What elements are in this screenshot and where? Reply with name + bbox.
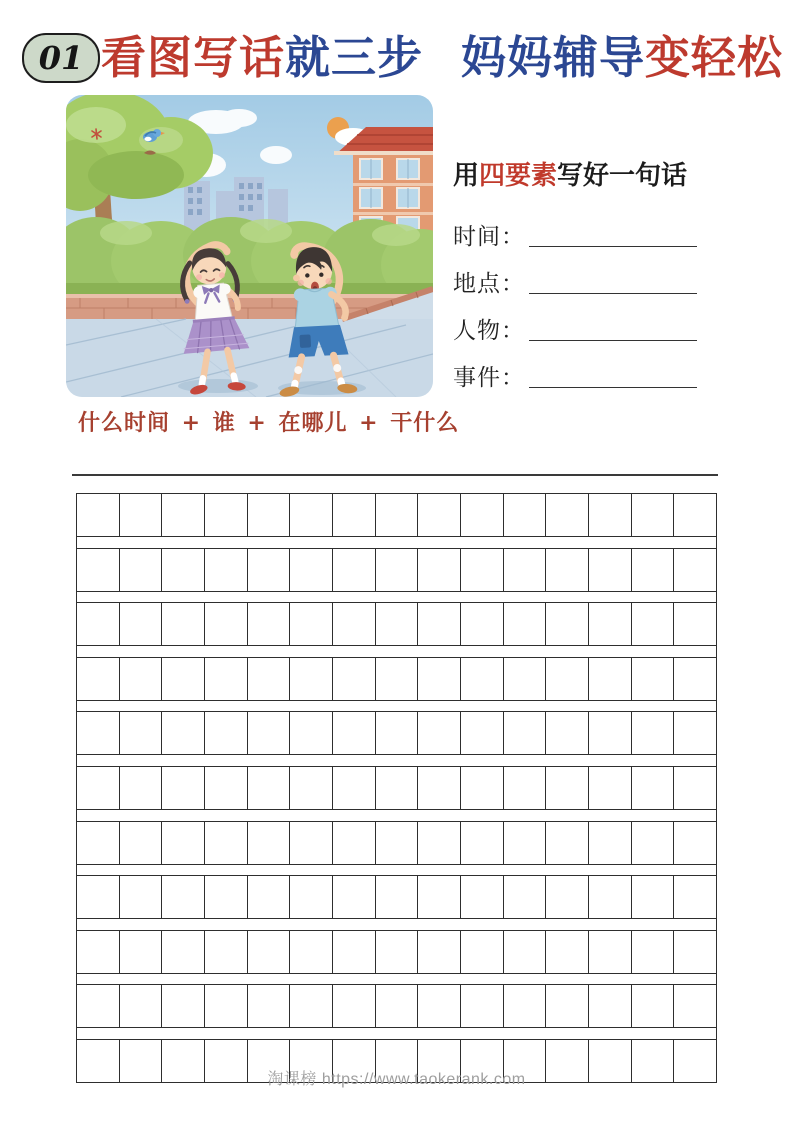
grid-cell <box>77 931 120 973</box>
grid-cell <box>290 985 333 1027</box>
grid-row <box>77 930 716 974</box>
grid-cell <box>290 658 333 700</box>
grid-cell <box>162 985 205 1027</box>
grid-cell <box>461 549 504 591</box>
grid-cell <box>120 876 163 918</box>
field-blank-place <box>529 274 697 294</box>
grid-cell <box>162 712 205 754</box>
grid-cell <box>418 985 461 1027</box>
grid-cell <box>674 603 716 645</box>
grid-cell <box>546 549 589 591</box>
grid-cell <box>632 876 675 918</box>
grid-cell <box>632 494 675 536</box>
grid-cell <box>589 985 632 1027</box>
field-label: 时间 <box>453 224 501 250</box>
grid-cell <box>674 549 716 591</box>
grid-cell <box>461 494 504 536</box>
grid-cell <box>632 822 675 864</box>
grid-cell <box>290 494 333 536</box>
grid-cell <box>77 658 120 700</box>
grid-cell <box>120 658 163 700</box>
grid-cell <box>461 658 504 700</box>
grid-cell <box>418 603 461 645</box>
panel-title <box>453 155 753 192</box>
grid-cell <box>162 822 205 864</box>
grid-cell <box>248 767 291 809</box>
grid-cell <box>546 876 589 918</box>
grid-cell <box>546 931 589 973</box>
grid-cell <box>162 603 205 645</box>
grid-cell <box>248 822 291 864</box>
grid-cell <box>504 985 547 1027</box>
grid-cell <box>589 494 632 536</box>
grid-row <box>77 493 716 537</box>
grid-cell <box>77 767 120 809</box>
fields-list <box>453 218 753 391</box>
grid-cell <box>461 931 504 973</box>
grid-cell <box>504 931 547 973</box>
field-label: 地点 <box>453 271 501 297</box>
grid-cell <box>418 767 461 809</box>
grid-cell <box>376 494 419 536</box>
grid-cell <box>333 876 376 918</box>
grid-cell <box>162 876 205 918</box>
grid-cell <box>418 822 461 864</box>
grid-row <box>77 984 716 1028</box>
grid-cell <box>248 931 291 973</box>
grid-cell <box>333 712 376 754</box>
grid-cell <box>632 931 675 973</box>
page-title <box>101 33 783 83</box>
grid-cell <box>461 876 504 918</box>
grid-cell <box>674 876 716 918</box>
grid-cell <box>674 822 716 864</box>
lesson-number-badge: 01 <box>22 33 100 83</box>
grid-cell <box>120 767 163 809</box>
grid-cell <box>418 712 461 754</box>
grid-cell <box>120 712 163 754</box>
grid-cell <box>418 549 461 591</box>
divider-line <box>72 474 718 476</box>
grid-cell <box>205 985 248 1027</box>
grid-cell <box>120 822 163 864</box>
grid-cell <box>333 822 376 864</box>
grid-cell <box>205 603 248 645</box>
exercise-scene-svg <box>66 95 433 397</box>
grid-cell <box>546 712 589 754</box>
grid-cell <box>162 658 205 700</box>
grid-cell <box>674 494 716 536</box>
panel-title-segment: 用 <box>453 160 480 190</box>
grid-cell <box>504 876 547 918</box>
grid-cell <box>504 549 547 591</box>
field-place <box>453 265 753 297</box>
grid-cell <box>290 931 333 973</box>
grid-cell <box>162 931 205 973</box>
field-person <box>453 312 753 344</box>
grid-cell <box>77 876 120 918</box>
grid-cell <box>205 549 248 591</box>
grid-cell <box>248 985 291 1027</box>
grid-cell <box>376 549 419 591</box>
grid-row <box>77 548 716 592</box>
grid-cell <box>376 712 419 754</box>
grid-cell <box>461 712 504 754</box>
grid-cell <box>674 985 716 1027</box>
grid-cell <box>418 876 461 918</box>
writing-grid <box>76 493 717 1083</box>
grid-cell <box>674 712 716 754</box>
title-segment: 变轻松 <box>645 32 784 83</box>
grid-cell <box>205 712 248 754</box>
grid-cell <box>248 658 291 700</box>
grid-cell <box>376 603 419 645</box>
illustration-exercise-scene <box>66 95 433 397</box>
grid-cell <box>205 822 248 864</box>
grid-cell <box>632 767 675 809</box>
grid-cell <box>504 712 547 754</box>
grid-cell <box>162 494 205 536</box>
grid-cell <box>248 549 291 591</box>
grid-cell <box>376 931 419 973</box>
grid-cell <box>589 712 632 754</box>
grid-row <box>77 602 716 646</box>
title-segment: 妈妈辅导 <box>461 32 646 83</box>
grid-cell <box>674 931 716 973</box>
grid-cell <box>333 603 376 645</box>
grid-cell <box>546 767 589 809</box>
grid-cell <box>120 931 163 973</box>
grid-cell <box>248 494 291 536</box>
field-blank-event <box>529 368 697 388</box>
grid-cell <box>333 549 376 591</box>
grid-cell <box>205 931 248 973</box>
grid-cell <box>504 767 547 809</box>
grid-cell <box>589 876 632 918</box>
grid-row <box>77 875 716 919</box>
grid-cell <box>376 876 419 918</box>
grid-cell <box>504 658 547 700</box>
grid-cell <box>589 603 632 645</box>
grid-cell <box>120 985 163 1027</box>
four-elements-panel <box>453 155 753 406</box>
grid-cell <box>418 494 461 536</box>
title-segment: 看图写话 <box>101 32 286 83</box>
field-colon: ： <box>501 318 525 344</box>
grid-cell <box>461 767 504 809</box>
grid-cell <box>589 549 632 591</box>
grid-cell <box>205 494 248 536</box>
grid-cell <box>77 985 120 1027</box>
field-label: 人物 <box>453 318 501 344</box>
grid-cell <box>589 931 632 973</box>
formula-caption: 什么时间 + 谁 + 在哪儿 + 干什么 <box>78 410 460 436</box>
grid-cell <box>248 712 291 754</box>
field-event <box>453 359 753 391</box>
grid-cell <box>77 712 120 754</box>
grid-cell <box>418 931 461 973</box>
grid-cell <box>461 603 504 645</box>
grid-cell <box>632 712 675 754</box>
field-colon: ： <box>501 365 525 391</box>
grid-cell <box>333 767 376 809</box>
grid-cell <box>290 767 333 809</box>
grid-row <box>77 766 716 810</box>
grid-cell <box>77 822 120 864</box>
grid-cell <box>589 767 632 809</box>
grid-cell <box>333 494 376 536</box>
grid-cell <box>504 603 547 645</box>
grid-cell <box>120 494 163 536</box>
panel-title-segment: 四要素 <box>479 160 558 190</box>
grid-cell <box>248 876 291 918</box>
grid-cell <box>77 549 120 591</box>
title-segment: 就三步 <box>285 32 424 83</box>
grid-cell <box>205 658 248 700</box>
grid-cell <box>205 876 248 918</box>
panel-title-segment: 写好一句话 <box>557 160 688 190</box>
grid-cell <box>632 603 675 645</box>
grid-cell <box>589 658 632 700</box>
girl-shadow <box>178 379 258 393</box>
grid-cell <box>120 603 163 645</box>
watermark: 淘课榜 https://www.taokerank.com <box>267 1071 526 1088</box>
grid-cell <box>248 603 291 645</box>
grid-cell <box>290 712 333 754</box>
field-blank-person <box>529 321 697 341</box>
field-blank-time <box>529 227 697 247</box>
grid-cell <box>290 549 333 591</box>
grid-cell <box>546 822 589 864</box>
grid-cell <box>77 603 120 645</box>
field-label: 事件 <box>453 365 501 391</box>
grid-cell <box>290 822 333 864</box>
grid-cell <box>546 985 589 1027</box>
grid-cell <box>333 985 376 1027</box>
grid-cell <box>162 549 205 591</box>
grid-cell <box>461 822 504 864</box>
grid-cell <box>674 658 716 700</box>
grid-cell <box>632 549 675 591</box>
grid-cell <box>461 985 504 1027</box>
grid-cell <box>290 603 333 645</box>
grid-cell <box>333 658 376 700</box>
grid-cell <box>376 985 419 1027</box>
grid-cell <box>546 603 589 645</box>
field-colon: ： <box>501 224 525 250</box>
grid-cell <box>418 658 461 700</box>
grid-cell <box>504 494 547 536</box>
grid-cell <box>333 931 376 973</box>
grid-cell <box>77 494 120 536</box>
grid-cell <box>162 767 205 809</box>
grid-row <box>77 711 716 755</box>
grid-cell <box>290 876 333 918</box>
grid-cell <box>205 767 248 809</box>
grid-cell <box>120 549 163 591</box>
grid-cell <box>674 767 716 809</box>
grid-cell <box>376 822 419 864</box>
grid-cell <box>504 822 547 864</box>
grid-cell <box>589 822 632 864</box>
grid-cell <box>632 985 675 1027</box>
field-time <box>453 218 753 250</box>
grid-cell <box>546 658 589 700</box>
grid-cell <box>376 767 419 809</box>
grid-row <box>77 657 716 701</box>
grid-cell <box>376 658 419 700</box>
grid-cell <box>632 658 675 700</box>
hedge <box>66 217 433 301</box>
grid-cell <box>546 494 589 536</box>
field-colon: ： <box>501 271 525 297</box>
grid-row <box>77 821 716 865</box>
